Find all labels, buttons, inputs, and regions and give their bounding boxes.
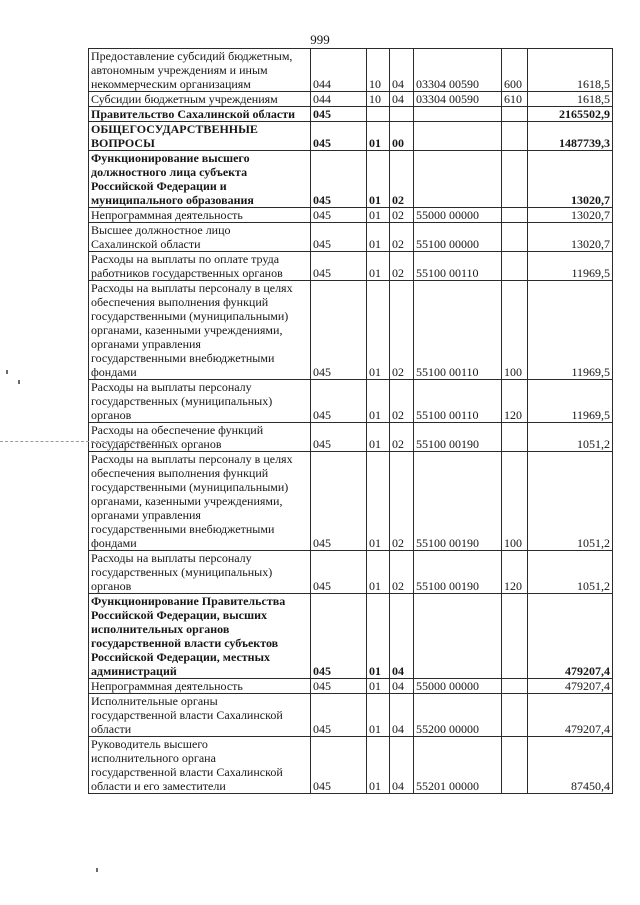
- subsection-code-cell: 02: [390, 551, 414, 594]
- row-name-cell: Функционирование Правительства Российской Федерации, высших исполнительных органов государственной власти субъектов Российской Федерации, местных администраций: [89, 594, 311, 679]
- table-row: [89, 380, 613, 423]
- ministry-code-cell: 045: [311, 452, 367, 551]
- budget-table: [88, 48, 613, 794]
- expense-type-cell: 600: [502, 49, 528, 92]
- expense-type-cell: [502, 423, 528, 452]
- section-code-cell: 01: [367, 737, 390, 794]
- subsection-code-cell: 02: [390, 423, 414, 452]
- ministry-code-cell: 045: [311, 107, 367, 122]
- row-name-cell: Высшее должностное лицо Сахалинской области: [89, 223, 311, 252]
- ministry-code-cell: 045: [311, 151, 367, 208]
- table-row: [89, 551, 613, 594]
- subsection-code-cell: 04: [390, 694, 414, 737]
- expense-type-cell: [502, 252, 528, 281]
- expense-type-cell: 610: [502, 92, 528, 107]
- ministry-code-cell: 045: [311, 594, 367, 679]
- ministry-code-cell: 045: [311, 423, 367, 452]
- ministry-code-cell: 045: [311, 737, 367, 794]
- expense-type-cell: [502, 151, 528, 208]
- expense-type-cell: 100: [502, 452, 528, 551]
- amount-cell: 13020,7: [528, 223, 613, 252]
- target-article-cell: [414, 107, 502, 122]
- table-row: [89, 208, 613, 223]
- table-row: [89, 49, 613, 92]
- expense-type-cell: [502, 223, 528, 252]
- amount-cell: 11969,5: [528, 281, 613, 380]
- amount-cell: 13020,7: [528, 208, 613, 223]
- amount-cell: 13020,7: [528, 151, 613, 208]
- row-name-cell: Исполнительные органы государственной власти Сахалинской области: [89, 694, 311, 737]
- table-row: [89, 694, 613, 737]
- row-name-cell: Функционирование высшего должностного лица субъекта Российской Федерации и муниципального образования: [89, 151, 311, 208]
- amount-cell: 2165502,9: [528, 107, 613, 122]
- target-article-cell: [414, 151, 502, 208]
- expense-type-cell: [502, 122, 528, 151]
- subsection-code-cell: 04: [390, 92, 414, 107]
- table-row: [89, 737, 613, 794]
- expense-type-cell: [502, 208, 528, 223]
- section-code-cell: 10: [367, 49, 390, 92]
- ministry-code-cell: 045: [311, 252, 367, 281]
- budget-table-body: [89, 49, 613, 794]
- amount-cell: 87450,4: [528, 737, 613, 794]
- subsection-code-cell: 04: [390, 594, 414, 679]
- row-name-cell: Расходы на выплаты персоналу в целях обеспечения выполнения функций государственными (муниципальными) органами, казенными учреждениями, органами управления государственными внебюджетными фондами: [89, 452, 311, 551]
- expense-type-cell: [502, 107, 528, 122]
- expense-type-cell: [502, 679, 528, 694]
- table-row: [89, 107, 613, 122]
- row-name-cell: Предоставление субсидий бюджетным, автономным учреждениям и иным некоммерческим организациям: [89, 49, 311, 92]
- row-name-cell: Расходы на обеспечение функций государственных органов: [89, 423, 311, 452]
- target-article-cell: [414, 122, 502, 151]
- row-name-cell: Расходы на выплаты по оплате труда работников государственных органов: [89, 252, 311, 281]
- section-code-cell: 01: [367, 423, 390, 452]
- row-name-cell: ОБЩЕГОСУДАРСТВЕННЫЕ ВОПРОСЫ: [89, 122, 311, 151]
- table-row: [89, 679, 613, 694]
- row-name-cell: Руководитель высшего исполнительного органа государственной власти Сахалинской области и его заместители: [89, 737, 311, 794]
- subsection-code-cell: [390, 107, 414, 122]
- section-code-cell: 01: [367, 151, 390, 208]
- table-row: [89, 594, 613, 679]
- table-row: [89, 452, 613, 551]
- amount-cell: 1051,2: [528, 551, 613, 594]
- target-article-cell: 03304 00590: [414, 49, 502, 92]
- table-row: [89, 122, 613, 151]
- section-code-cell: 01: [367, 122, 390, 151]
- section-code-cell: 01: [367, 281, 390, 380]
- target-article-cell: [414, 594, 502, 679]
- row-name-cell: Непрограммная деятельность: [89, 679, 311, 694]
- row-name-cell: Правительство Сахалинской области: [89, 107, 311, 122]
- amount-cell: 1618,5: [528, 49, 613, 92]
- expense-type-cell: 100: [502, 281, 528, 380]
- expense-type-cell: 120: [502, 380, 528, 423]
- scan-artifact-mark: [96, 868, 98, 872]
- amount-cell: 11969,5: [528, 380, 613, 423]
- amount-cell: 479207,4: [528, 679, 613, 694]
- section-code-cell: 01: [367, 594, 390, 679]
- target-article-cell: 03304 00590: [414, 92, 502, 107]
- scan-artifact-mark: [18, 380, 20, 384]
- section-code-cell: [367, 107, 390, 122]
- target-article-cell: 55100 00110: [414, 380, 502, 423]
- target-article-cell: 55000 00000: [414, 208, 502, 223]
- target-article-cell: 55100 00190: [414, 452, 502, 551]
- target-article-cell: 55100 00110: [414, 281, 502, 380]
- section-code-cell: 10: [367, 92, 390, 107]
- amount-cell: 1051,2: [528, 452, 613, 551]
- target-article-cell: 55100 00110: [414, 252, 502, 281]
- target-article-cell: 55200 00000: [414, 694, 502, 737]
- row-name-cell: Субсидии бюджетным учреждениям: [89, 92, 311, 107]
- amount-cell: 479207,4: [528, 594, 613, 679]
- section-code-cell: 01: [367, 208, 390, 223]
- ministry-code-cell: 045: [311, 223, 367, 252]
- section-code-cell: 01: [367, 452, 390, 551]
- subsection-code-cell: 02: [390, 223, 414, 252]
- expense-type-cell: 120: [502, 551, 528, 594]
- section-code-cell: 01: [367, 694, 390, 737]
- ministry-code-cell: 044: [311, 49, 367, 92]
- target-article-cell: 55100 00190: [414, 551, 502, 594]
- ministry-code-cell: 045: [311, 122, 367, 151]
- table-row: [89, 92, 613, 107]
- table-row: [89, 151, 613, 208]
- row-name-cell: Непрограммная деятельность: [89, 208, 311, 223]
- amount-cell: 479207,4: [528, 694, 613, 737]
- table-row: [89, 281, 613, 380]
- expense-type-cell: [502, 737, 528, 794]
- amount-cell: 11969,5: [528, 252, 613, 281]
- subsection-code-cell: 00: [390, 122, 414, 151]
- section-code-cell: 01: [367, 679, 390, 694]
- row-name-cell: Расходы на выплаты персоналу государственных (муниципальных) органов: [89, 380, 311, 423]
- subsection-code-cell: 04: [390, 737, 414, 794]
- section-code-cell: 01: [367, 223, 390, 252]
- target-article-cell: 55201 00000: [414, 737, 502, 794]
- ministry-code-cell: 044: [311, 92, 367, 107]
- section-code-cell: 01: [367, 252, 390, 281]
- section-code-cell: 01: [367, 551, 390, 594]
- subsection-code-cell: 04: [390, 679, 414, 694]
- scan-artifact-line: [0, 441, 175, 442]
- scan-artifact-mark: [6, 370, 8, 374]
- target-article-cell: 55100 00190: [414, 423, 502, 452]
- expense-type-cell: [502, 594, 528, 679]
- subsection-code-cell: 02: [390, 452, 414, 551]
- ministry-code-cell: 045: [311, 694, 367, 737]
- amount-cell: 1487739,3: [528, 122, 613, 151]
- target-article-cell: 55000 00000: [414, 679, 502, 694]
- ministry-code-cell: 045: [311, 380, 367, 423]
- ministry-code-cell: 045: [311, 551, 367, 594]
- subsection-code-cell: 02: [390, 208, 414, 223]
- amount-cell: 1051,2: [528, 423, 613, 452]
- subsection-code-cell: 02: [390, 151, 414, 208]
- ministry-code-cell: 045: [311, 679, 367, 694]
- subsection-code-cell: 02: [390, 252, 414, 281]
- table-row: [89, 423, 613, 452]
- target-article-cell: 55100 00000: [414, 223, 502, 252]
- subsection-code-cell: 02: [390, 281, 414, 380]
- table-row: [89, 252, 613, 281]
- ministry-code-cell: 045: [311, 281, 367, 380]
- row-name-cell: Расходы на выплаты персоналу государственных (муниципальных) органов: [89, 551, 311, 594]
- subsection-code-cell: 04: [390, 49, 414, 92]
- ministry-code-cell: 045: [311, 208, 367, 223]
- section-code-cell: 01: [367, 380, 390, 423]
- row-name-cell: Расходы на выплаты персоналу в целях обеспечения выполнения функций государственными (муниципальными) органами, казенными учреждениями, органами управления государственными внебюджетными фондами: [89, 281, 311, 380]
- amount-cell: 1618,5: [528, 92, 613, 107]
- table-row: [89, 223, 613, 252]
- subsection-code-cell: 02: [390, 380, 414, 423]
- page-number: 999: [310, 32, 330, 47]
- expense-type-cell: [502, 694, 528, 737]
